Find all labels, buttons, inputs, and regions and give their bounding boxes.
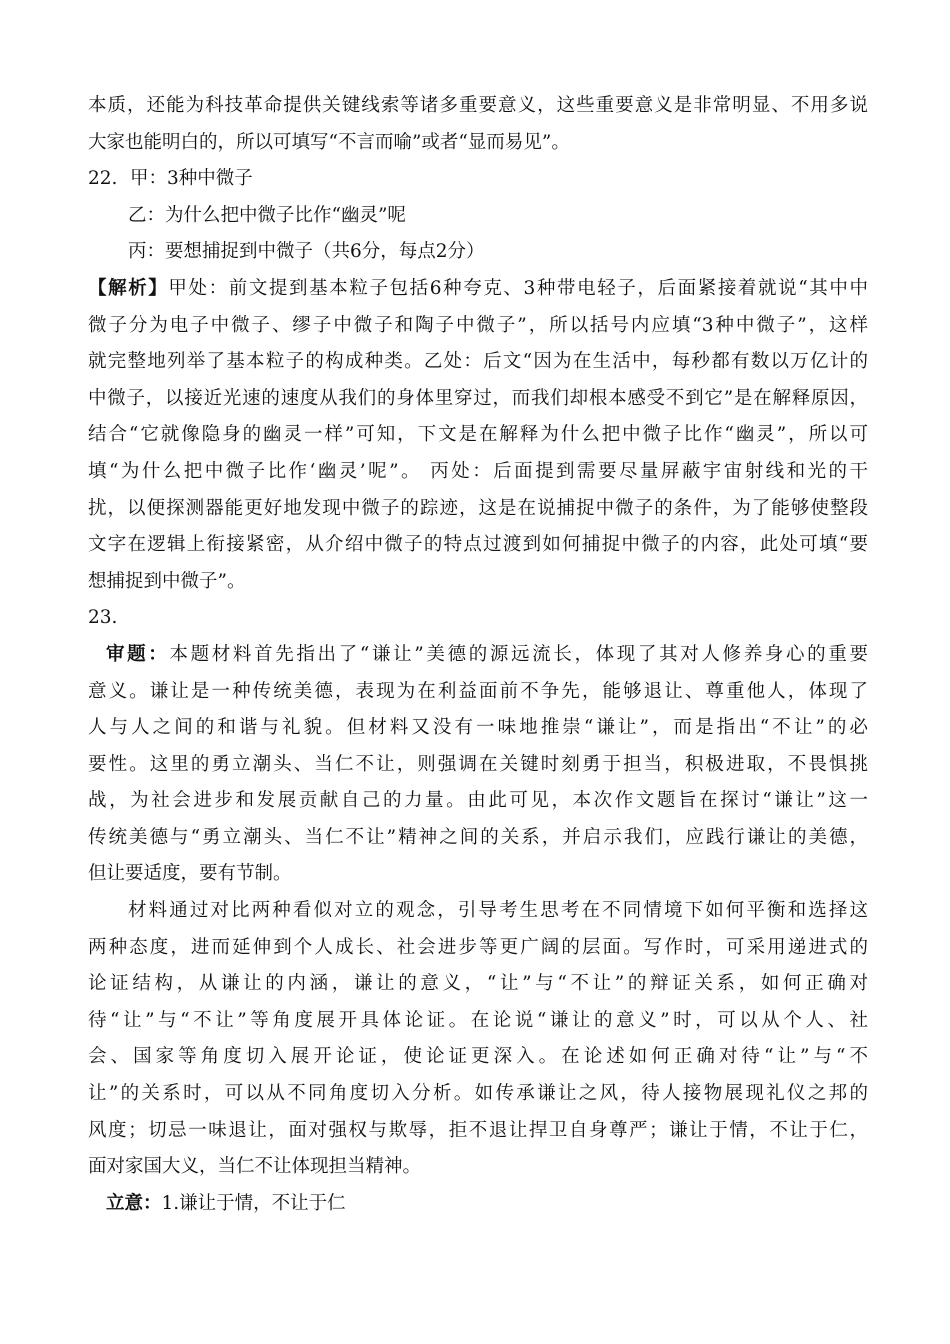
shenti-line: 传统美德与“勇立潮头、当仁不让”精神之间的关系，并启示我们，应践行谦让的美德， (88, 826, 868, 848)
analysis-line: 结合“它就像隐身的幽灵一样”可知，下文是在解释为什么把中微子比作“幽灵”，所以可 (88, 424, 868, 446)
analysis-line: 填“为什么把中微子比作‘幽灵’呢”。 丙处：后面提到需要尽量屏蔽宇宙射线和光的干 (88, 460, 868, 482)
analysis-line: 就完整地列举了基本粒子的构成种类。乙处：后文“因为在生活中，每秒都有数以万亿计的 (88, 351, 868, 373)
answer-jia: 甲：3种中微子 (130, 168, 253, 190)
paragraph-line: 面对家国大义，当仁不让体现担当精神。 (88, 1156, 422, 1178)
paragraph-line: 让”的关系时，可以从不同角度切入分析。如传承谦让之风，待人接物展现礼仪之邦的 (88, 1083, 868, 1105)
paragraph-line: 会、国家等角度切入展开论证，使论证更深入。在论述如何正确对待“让”与“不 (88, 1046, 868, 1068)
question-number-22: 22. (88, 168, 118, 190)
liyi-line: 立意：1.谦让于情，不让于仁 (106, 1192, 346, 1214)
shenti-line: 人与人之间的和谐与礼貌。但材料又没有一味地推崇“谦让”，而是指出“不让”的必 (88, 717, 868, 739)
analysis-line: 文字在逻辑上衔接紧密，从介绍中微子的特点过渡到如何捕捉中微子的内容，此处可填“要 (88, 534, 868, 556)
answer-bing: 丙：要想捕捉到中微子（共6分，每点2分） (128, 241, 485, 263)
shenti-line: 战，为社会进步和发展贡献自己的力量。由此可见，本次作文题旨在探讨“谦让”这一 (88, 790, 868, 812)
paragraph-line: 待“让”与“不让”等角度展开具体论证。在论说“谦让的意义”时，可以从个人、社 (88, 1009, 868, 1031)
analysis-label: 【解析】 (88, 277, 169, 299)
shenti-line: 但让要适度，要有节制。 (88, 863, 292, 885)
answer-yi: 乙：为什么把中微子比作“幽灵”呢 (128, 204, 406, 226)
paragraph-line: 两种态度，进而延伸到个人成长、社会进步等更广阔的层面。写作时，可采用递进式的 (88, 936, 868, 958)
paragraph-line: 风度；切忌一味退让，面对强权与欺辱，拒不退让捍卫自身尊严；谦让于情，不让于仁， (88, 1119, 868, 1141)
question-number-23: 23. (88, 607, 118, 629)
shenti-line: 审题：本题材料首先指出了“谦让”美德的源远流长，体现了其对人修养身心的重要 (106, 643, 868, 665)
text-line: 大家也能明白的，所以可填写“不言而喻”或者“显而易见”。 (88, 131, 570, 153)
analysis-line: 想捕捉到中微子”。 (88, 570, 246, 592)
text-line: 本质，还能为科技革命提供关键线索等诸多重要意义，这些重要意义是非常明显、不用多说 (88, 95, 868, 116)
shenti-label: 审题： (106, 643, 170, 665)
shenti-line: 要性。这里的勇立潮头、当仁不让，则强调在关键时刻勇于担当，积极进取，不畏惧挑 (88, 753, 868, 775)
paragraph-line: 论证结构，从谦让的内涵，谦让的意义，“让”与“不让”的辩证关系，如何正确对 (88, 973, 868, 995)
document-page (88, 88, 868, 1222)
analysis-line: 【解析】甲处：前文提到基本粒子包括6种夸克、3种带电轻子，后面紧接着就说“其中中 (88, 277, 868, 299)
paragraph-line: 材料通过对比两种看似对立的观念，引导考生思考在不同情境下如何平衡和选择这 (128, 900, 868, 922)
analysis-line: 中微子，以接近光速的速度从我们的身体里穿过，而我们却根本感受不到它”是在解释原因， (88, 387, 868, 409)
shenti-line: 意义。谦让是一种传统美德，表现为在利益面前不争先，能够退让、尊重他人，体现了 (88, 680, 868, 702)
liyi-label: 立意： (106, 1192, 162, 1214)
analysis-line: 扰，以便探测器能更好地发现中微子的踪迹，这是在说捕捉中微子的条件，为了能够使整段 (88, 497, 868, 519)
analysis-line: 微子分为电子中微子、缪子中微子和陶子中微子”，所以括号内应填“3种中微子”，这样 (88, 314, 868, 336)
